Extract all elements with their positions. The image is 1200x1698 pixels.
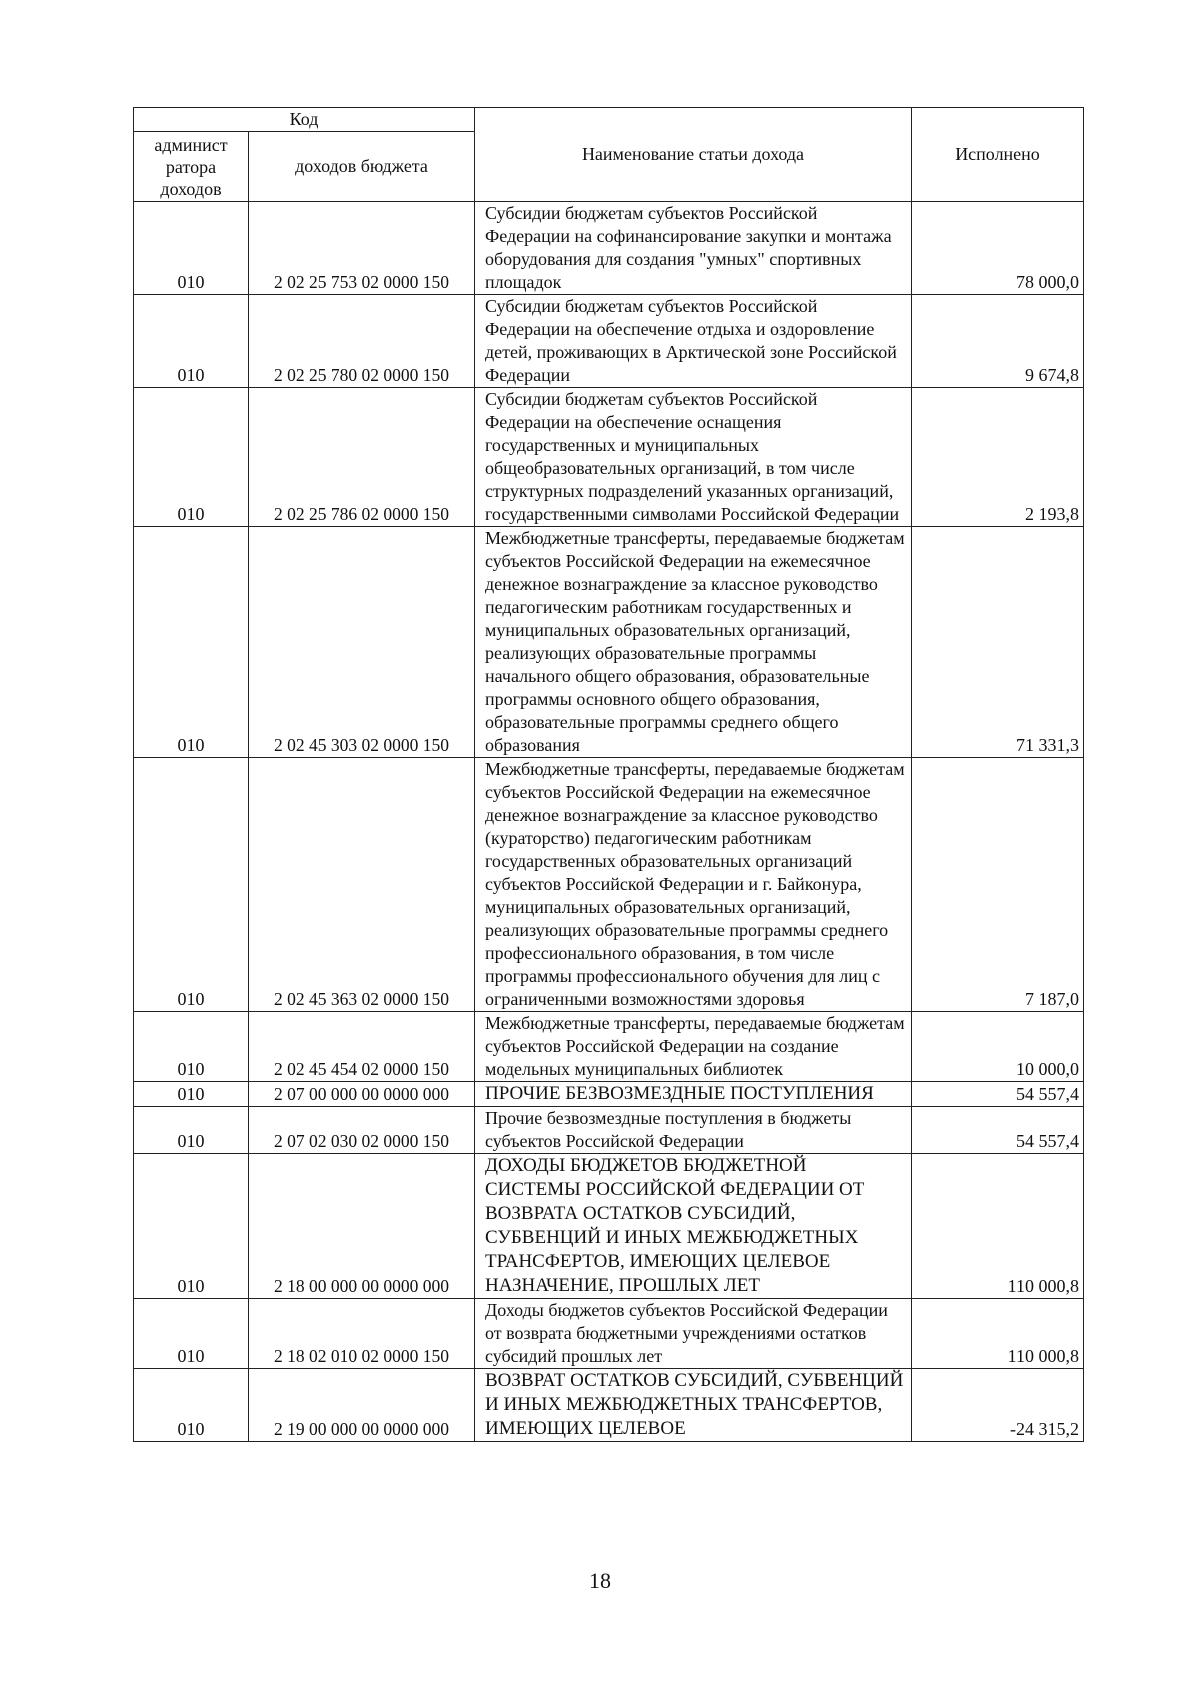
admin-cell: 010 xyxy=(134,758,249,1012)
budget-code-cell: 2 02 45 454 02 0000 150 xyxy=(249,1012,475,1082)
revenue-name-cell: ДОХОДЫ БЮДЖЕТОВ БЮДЖЕТНОЙ СИСТЕМЫ РОССИЙСКОЙ ФЕДЕРАЦИИ ОТ ВОЗВРАТА ОСТАТКОВ СУБСИДИЙ, СУБВЕНЦИЙ И ИНЫХ МЕЖБЮДЖЕТНЫХ ТРАНСФЕРТОВ, ИМЕЮЩИХ ЦЕЛЕВОЕ НАЗНАЧЕНИЕ, ПРОШЛЫХ ЛЕТ xyxy=(475,1154,912,1299)
name-column-header: Наименование статьи дохода xyxy=(475,108,912,202)
budget-code-cell: 2 19 00 000 00 0000 000 xyxy=(249,1369,475,1442)
budget-code-cell: 2 02 25 786 02 0000 150 xyxy=(249,388,475,527)
admin-column-header: админист ратора доходов xyxy=(134,132,249,202)
table-row xyxy=(134,388,1084,527)
revenue-name-cell: Субсидии бюджетам субъектов Российской Федерации на софинансирование закупки и монтажа оборудования для создания "умных" спортивных площадок xyxy=(475,202,912,295)
executed-amount-cell: 10 000,0 xyxy=(912,1012,1084,1082)
table-row xyxy=(134,1154,1084,1299)
executed-amount-cell: 71 331,3 xyxy=(912,527,1084,758)
admin-cell: 010 xyxy=(134,1154,249,1299)
admin-cell: 010 xyxy=(134,1369,249,1442)
code-group-header: Код xyxy=(134,108,475,132)
executed-amount-cell: 7 187,0 xyxy=(912,758,1084,1012)
budget-code-cell: 2 07 00 000 00 0000 000 xyxy=(249,1082,475,1107)
revenue-name-cell: Межбюджетные трансферты, передаваемые бюджетам субъектов Российской Федерации на ежемесячное денежное вознаграждение за классное руководство педагогическим работникам государственных и муниципальных образовательных организаций, реализующих образовательные программы начального общего образования, образовательные программы основного общего образования, образовательные программы среднего общего образования xyxy=(475,527,912,758)
executed-amount-cell: -24 315,2 xyxy=(912,1369,1084,1442)
table-header xyxy=(134,108,1084,202)
revenue-name-cell: ПРОЧИЕ БЕЗВОЗМЕЗДНЫЕ ПОСТУПЛЕНИЯ xyxy=(475,1082,912,1107)
revenue-name-cell: Субсидии бюджетам субъектов Российской Федерации на обеспечение отдыха и оздоровление детей, проживающих в Арктической зоне Российской Федерации xyxy=(475,295,912,388)
revenue-name-cell: Межбюджетные трансферты, передаваемые бюджетам субъектов Российской Федерации на создание модельных муниципальных библиотек xyxy=(475,1012,912,1082)
executed-amount-cell: 110 000,8 xyxy=(912,1299,1084,1369)
table-row xyxy=(134,1012,1084,1082)
table-row xyxy=(134,1082,1084,1107)
admin-cell: 010 xyxy=(134,1082,249,1107)
executed-amount-cell: 54 557,4 xyxy=(912,1107,1084,1154)
table-row xyxy=(134,295,1084,388)
budget-code-column-header: доходов бюджета xyxy=(249,132,475,202)
executed-amount-cell: 110 000,8 xyxy=(912,1154,1084,1299)
table-row xyxy=(134,1299,1084,1369)
budget-code-cell: 2 18 02 010 02 0000 150 xyxy=(249,1299,475,1369)
admin-cell: 010 xyxy=(134,527,249,758)
admin-cell: 010 xyxy=(134,295,249,388)
revenue-name-cell: ВОЗВРАТ ОСТАТКОВ СУБСИДИЙ, СУБВЕНЦИЙ И ИНЫХ МЕЖБЮДЖЕТНЫХ ТРАНСФЕРТОВ, ИМЕЮЩИХ ЦЕЛЕВОЕ xyxy=(475,1369,912,1442)
executed-amount-cell: 54 557,4 xyxy=(912,1082,1084,1107)
admin-cell: 010 xyxy=(134,1299,249,1369)
table-row xyxy=(134,202,1084,295)
table-row xyxy=(134,1107,1084,1154)
executed-amount-cell: 78 000,0 xyxy=(912,202,1084,295)
document-page xyxy=(133,107,1083,1442)
table-row xyxy=(134,758,1084,1012)
table-body xyxy=(134,202,1084,1442)
executed-amount-cell: 2 193,8 xyxy=(912,388,1084,527)
admin-cell: 010 xyxy=(134,1107,249,1154)
revenue-name-cell: Доходы бюджетов субъектов Российской Федерации от возврата бюджетными учреждениями остатков субсидий прошлых лет xyxy=(475,1299,912,1369)
table-row xyxy=(134,1369,1084,1442)
admin-cell: 010 xyxy=(134,1012,249,1082)
executed-column-header: Исполнено xyxy=(912,108,1084,202)
revenue-table xyxy=(133,107,1084,1442)
budget-code-cell: 2 02 45 363 02 0000 150 xyxy=(249,758,475,1012)
admin-cell: 010 xyxy=(134,388,249,527)
revenue-name-cell: Субсидии бюджетам субъектов Российской Федерации на обеспечение оснащения государственных и муниципальных общеобразовательных организаций, в том числе структурных подразделений указанных организаций, государственными символами Российской Федерации xyxy=(475,388,912,527)
budget-code-cell: 2 02 25 753 02 0000 150 xyxy=(249,202,475,295)
budget-code-cell: 2 02 45 303 02 0000 150 xyxy=(249,527,475,758)
revenue-name-cell: Прочие безвозмездные поступления в бюджеты субъектов Российской Федерации xyxy=(475,1107,912,1154)
executed-amount-cell: 9 674,8 xyxy=(912,295,1084,388)
budget-code-cell: 2 07 02 030 02 0000 150 xyxy=(249,1107,475,1154)
revenue-name-cell: Межбюджетные трансферты, передаваемые бюджетам субъектов Российской Федерации на ежемесячное денежное вознаграждение за классное руководство (кураторство) педагогическим работникам государственных образовательных организаций субъектов Российской Федерации и г. Байконура, муниципальных образовательных организаций, реализующих образовательные программы среднего профессионального образования, в том числе программы профессионального обучения для лиц с ограниченными возможностями здоровья xyxy=(475,758,912,1012)
page-number: 18 xyxy=(589,1568,611,1593)
budget-code-cell: 2 02 25 780 02 0000 150 xyxy=(249,295,475,388)
table-row xyxy=(134,527,1084,758)
admin-cell: 010 xyxy=(134,202,249,295)
budget-code-cell: 2 18 00 000 00 0000 000 xyxy=(249,1154,475,1299)
